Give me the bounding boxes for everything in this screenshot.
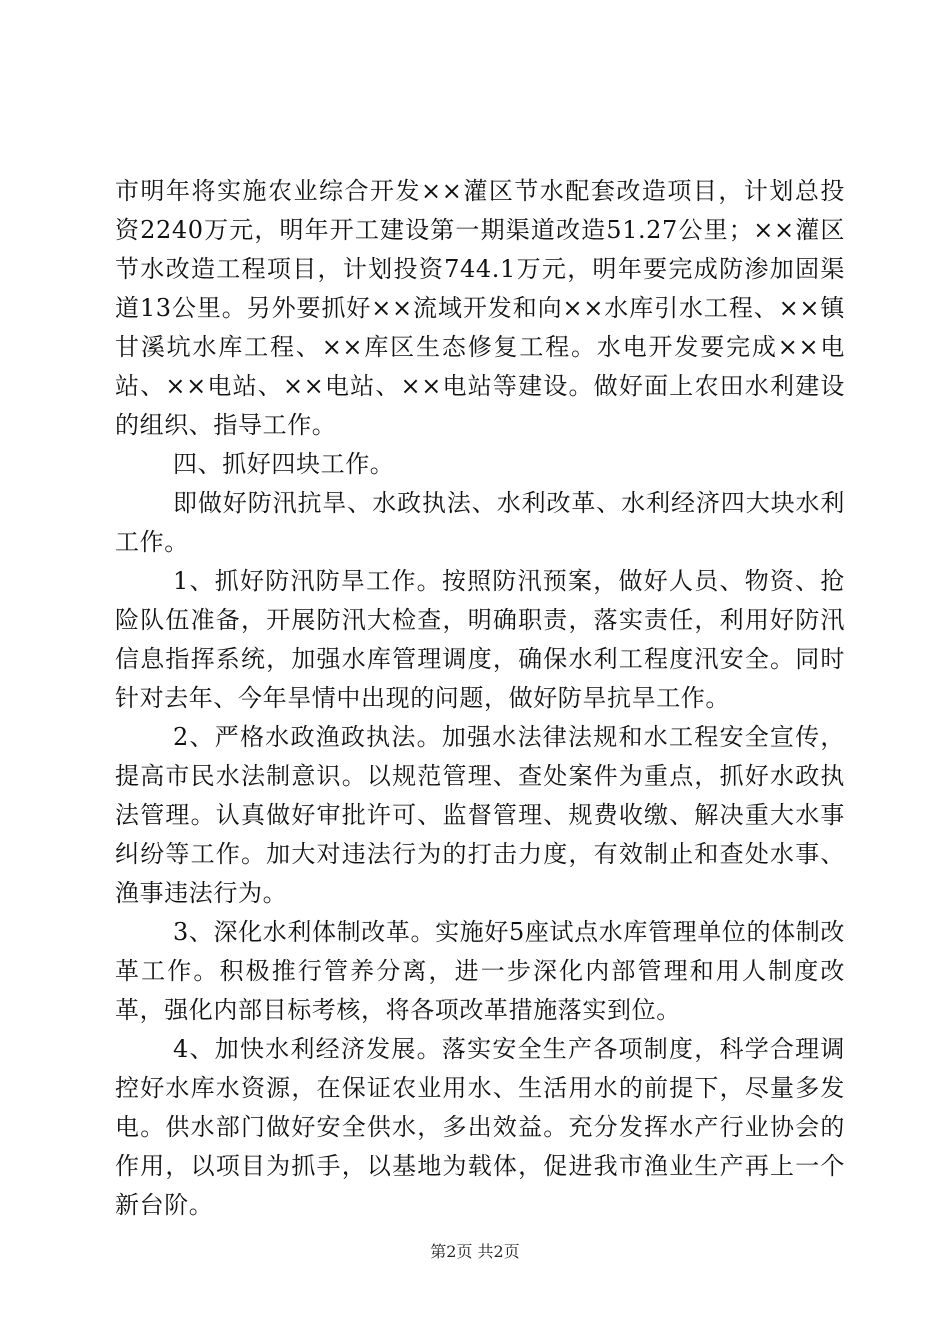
paragraph-item-2: 2、严格水政渔政执法。加强水法律法规和水工程安全宣传，提高市民水法制意识。以规范管理、查处案件为重点，抓好水政执法管理。认真做好审批许可、监督管理、规费收缴、解决重大水事纠纷等工作。加大对违法行为的打击力度，有效制止和查处水事、渔事违法行为。 xyxy=(115,723,845,907)
paragraph-continuation: 市明年将实施农业综合开发××灌区节水配套改造项目，计划总投资2240万元，明年开工建设第一期渠道改造51.27公里；××灌区节水改造工程项目，计划投资744.1万元，明年要完成防渗加固渠道13公里。另外要抓好××流域开发和向××水库引水工程、××镇甘溪坑水库工程、××库区生态修复工程。水电开发要完成××电站、××电站、××电站、××电站等建设。做好面上农田水利建设的组织、指导工作。 xyxy=(115,177,845,439)
section-heading-four: 四、抓好四块工作。 xyxy=(173,450,395,478)
paragraph-item-4: 4、加快水利经济发展。落实安全生产各项制度，科学合理调控好水库水资源，在保证农业用水、生活用水的前提下，尽量多发电。供水部门做好安全供水，多出效益。充分发挥水产行业协会的作用，以项目为抓手，以基地为载体，促进我市渔业生产再上一个新台阶。 xyxy=(115,1035,845,1219)
paragraph-item-3: 3、深化水利体制改革。实施好5座试点水库管理单位的体制改革工作。积极推行管养分离，进一步深化内部管理和用人制度改革，强化内部目标考核，将各项改革措施落实到位。 xyxy=(115,918,845,1024)
document-body xyxy=(115,172,845,1225)
paragraph-intro: 即做好防汛抗旱、水政执法、水利改革、水利经济四大块水利工作。 xyxy=(115,489,845,556)
paragraph-item-1: 1、抓好防汛防旱工作。按照防汛预案，做好人员、物资、抢险队伍准备，开展防汛大检查，明确职责，落实责任，利用好防汛信息指挥系统，加强水库管理调度，确保水利工程度汛安全。同时针对去年、今年旱情中出现的问题，做好防旱抗旱工作。 xyxy=(115,567,845,712)
page-footer: 第2页 共2页 xyxy=(430,1242,520,1261)
